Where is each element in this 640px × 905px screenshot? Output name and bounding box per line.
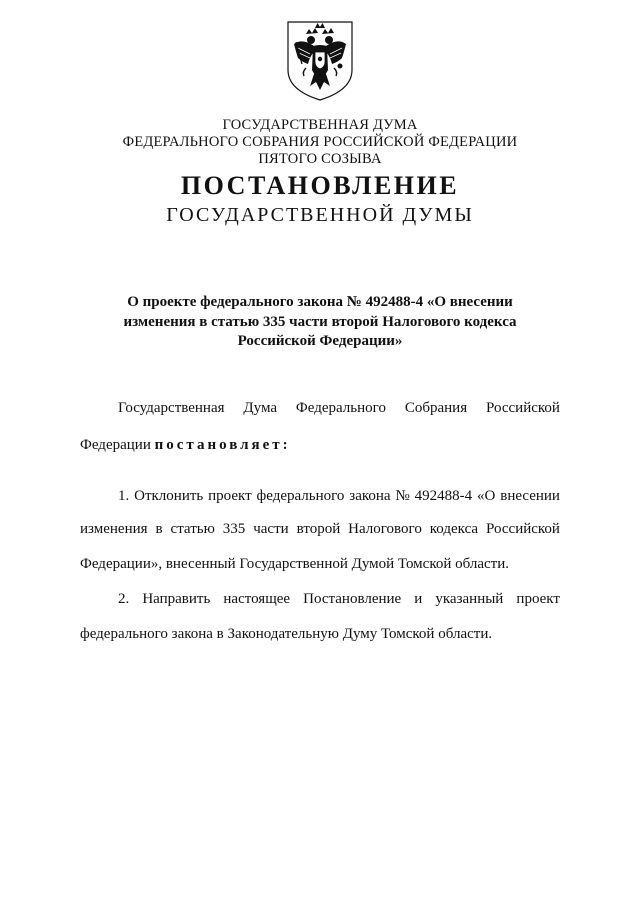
item-1-word: части: [253, 521, 289, 537]
item-1-word: проект: [208, 488, 252, 504]
subject-line-1: О проекте федерального закона № 492488-4 «О внесении: [127, 294, 513, 310]
item-1-line-1: [118, 487, 560, 505]
item-1-word: закона: [349, 488, 391, 504]
item-1-word: кодекса: [429, 521, 479, 537]
header-federal-assembly: ФЕДЕРАЛЬНОГО СОБРАНИЯ РОССИЙСКОЙ ФЕДЕРАЦИИ: [122, 134, 518, 150]
item-1-line-3: Федерации», внесенный Государственной Думой Томской области.: [80, 556, 510, 572]
item-1-word: внесении: [500, 488, 560, 504]
preamble-word: Федерального: [295, 400, 386, 416]
item-2-word: проект: [516, 591, 560, 607]
preamble-line-1: [118, 399, 560, 417]
document-subtitle: ГОСУДАРСТВЕННОЙ ДУМЫ: [166, 204, 474, 226]
preamble-line-2-text: Федерации: [80, 437, 155, 453]
russian-coat-of-arms-icon: [284, 18, 356, 102]
item-1-word: 1.: [118, 488, 130, 504]
item-1-word: статью: [170, 521, 215, 537]
item-2-line-2: федерального закона в Законодательную Думу Томской области.: [80, 626, 493, 642]
header-duma: ГОСУДАРСТВЕННАЯ ДУМА: [222, 117, 418, 133]
item-2-word: указанный: [435, 591, 504, 607]
resolves-word: постановляет:: [154, 437, 291, 453]
item-1-word: «О: [477, 488, 496, 504]
preamble-line-2: [80, 436, 291, 454]
item-1-word: второй: [296, 521, 341, 537]
preamble-word: Государственная: [118, 400, 225, 416]
item-1-word: изменения: [80, 521, 148, 537]
subject-line-3: Российской Федерации»: [237, 333, 403, 349]
document-title: ПОСТАНОВЛЕНИЕ: [180, 171, 460, 200]
item-1-word: Российской: [486, 521, 560, 537]
item-1-word: 335: [222, 521, 246, 537]
preamble-word: Российской: [486, 400, 560, 416]
item-1-word: федерального: [256, 488, 345, 504]
item-2-word: Направить: [142, 591, 211, 607]
item-1-word: Налогового: [348, 521, 422, 537]
item-1-word: в: [155, 521, 163, 537]
item-1-word: Отклонить: [134, 488, 204, 504]
subject-line-2: изменения в статью 335 части второй Налогового кодекса: [123, 314, 517, 330]
preamble-word: Собрания: [404, 400, 468, 416]
item-2-word: и: [414, 591, 423, 607]
preamble-word: Дума: [243, 400, 278, 416]
item-1-word: 492488-4: [414, 488, 473, 504]
item-2-word: 2.: [118, 591, 130, 607]
item-2-word: настоящее: [223, 591, 291, 607]
item-2-line-1: [118, 590, 560, 608]
header-convocation: ПЯТОГО СОЗЫВА: [258, 151, 382, 167]
item-1-word: №: [395, 488, 410, 504]
item-2-word: Постановление: [303, 591, 402, 607]
item-1-line-2: [80, 520, 560, 538]
